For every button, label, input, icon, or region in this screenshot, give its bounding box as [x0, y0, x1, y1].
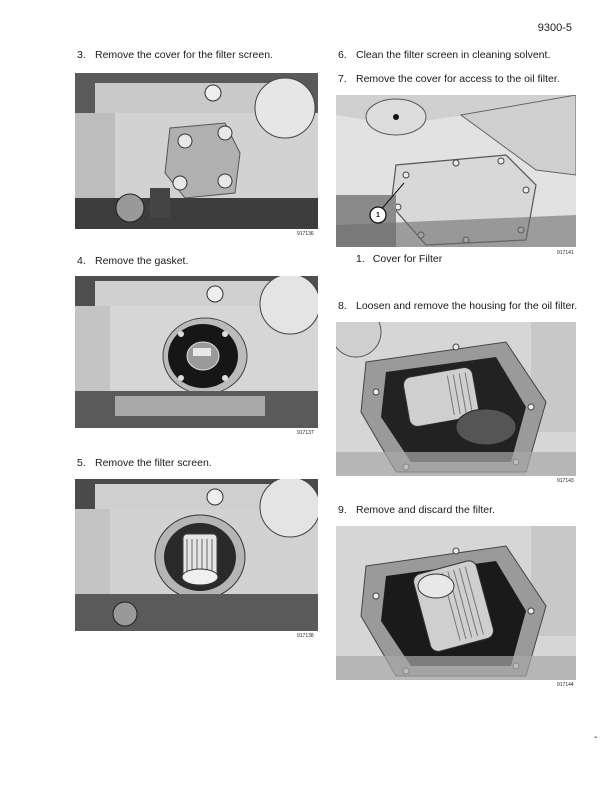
photo-oil-filter-removal — [336, 526, 576, 680]
callout-1: 1 — [376, 212, 380, 219]
figure-code: 917137 — [297, 430, 314, 436]
step-text: Remove the filter screen. — [95, 457, 212, 469]
photo-oil-filter-cover — [336, 95, 576, 247]
step-number: 7. — [338, 73, 347, 85]
photo-gasket — [75, 276, 318, 428]
photo-oil-filter-housing — [336, 322, 576, 476]
step-text: Remove and discard the filter. — [356, 504, 495, 516]
step-text: Remove the gasket. — [95, 255, 189, 267]
caption-text: Cover for Filter — [372, 253, 443, 265]
step-7 — [338, 73, 560, 85]
step-number: 8. — [338, 300, 347, 312]
margin-mark: - — [594, 732, 598, 743]
figure-code: 917143 — [557, 478, 574, 484]
step-8 — [338, 300, 577, 312]
figure-code: 917141 — [557, 250, 574, 256]
step-9 — [338, 504, 495, 516]
step-text: Loosen and remove the housing for the oil filter. — [356, 300, 578, 312]
step-3 — [77, 49, 273, 61]
step-number: 6. — [338, 49, 347, 61]
figure-code: 917136 — [297, 231, 314, 237]
step-5 — [77, 457, 212, 469]
step-text: Remove the cover for the filter screen. — [95, 49, 273, 61]
caption-number: 1. — [356, 253, 365, 265]
photo-filter-screen — [75, 479, 318, 631]
step-number: 3. — [77, 49, 86, 61]
page-number: 9300-5 — [537, 22, 572, 34]
step-number: 4. — [77, 255, 86, 267]
step-6 — [338, 49, 550, 61]
step-text: Remove the cover for access to the oil filter. — [356, 73, 560, 85]
step-number: 5. — [77, 457, 86, 469]
figure-code: 917138 — [297, 633, 314, 639]
photo-filter-screen-cover — [75, 73, 318, 229]
figure-caption — [356, 253, 442, 265]
step-4 — [77, 255, 188, 267]
figure-code: 917144 — [557, 682, 574, 688]
step-number: 9. — [338, 504, 347, 516]
step-text: Clean the filter screen in cleaning solvent. — [356, 49, 551, 61]
